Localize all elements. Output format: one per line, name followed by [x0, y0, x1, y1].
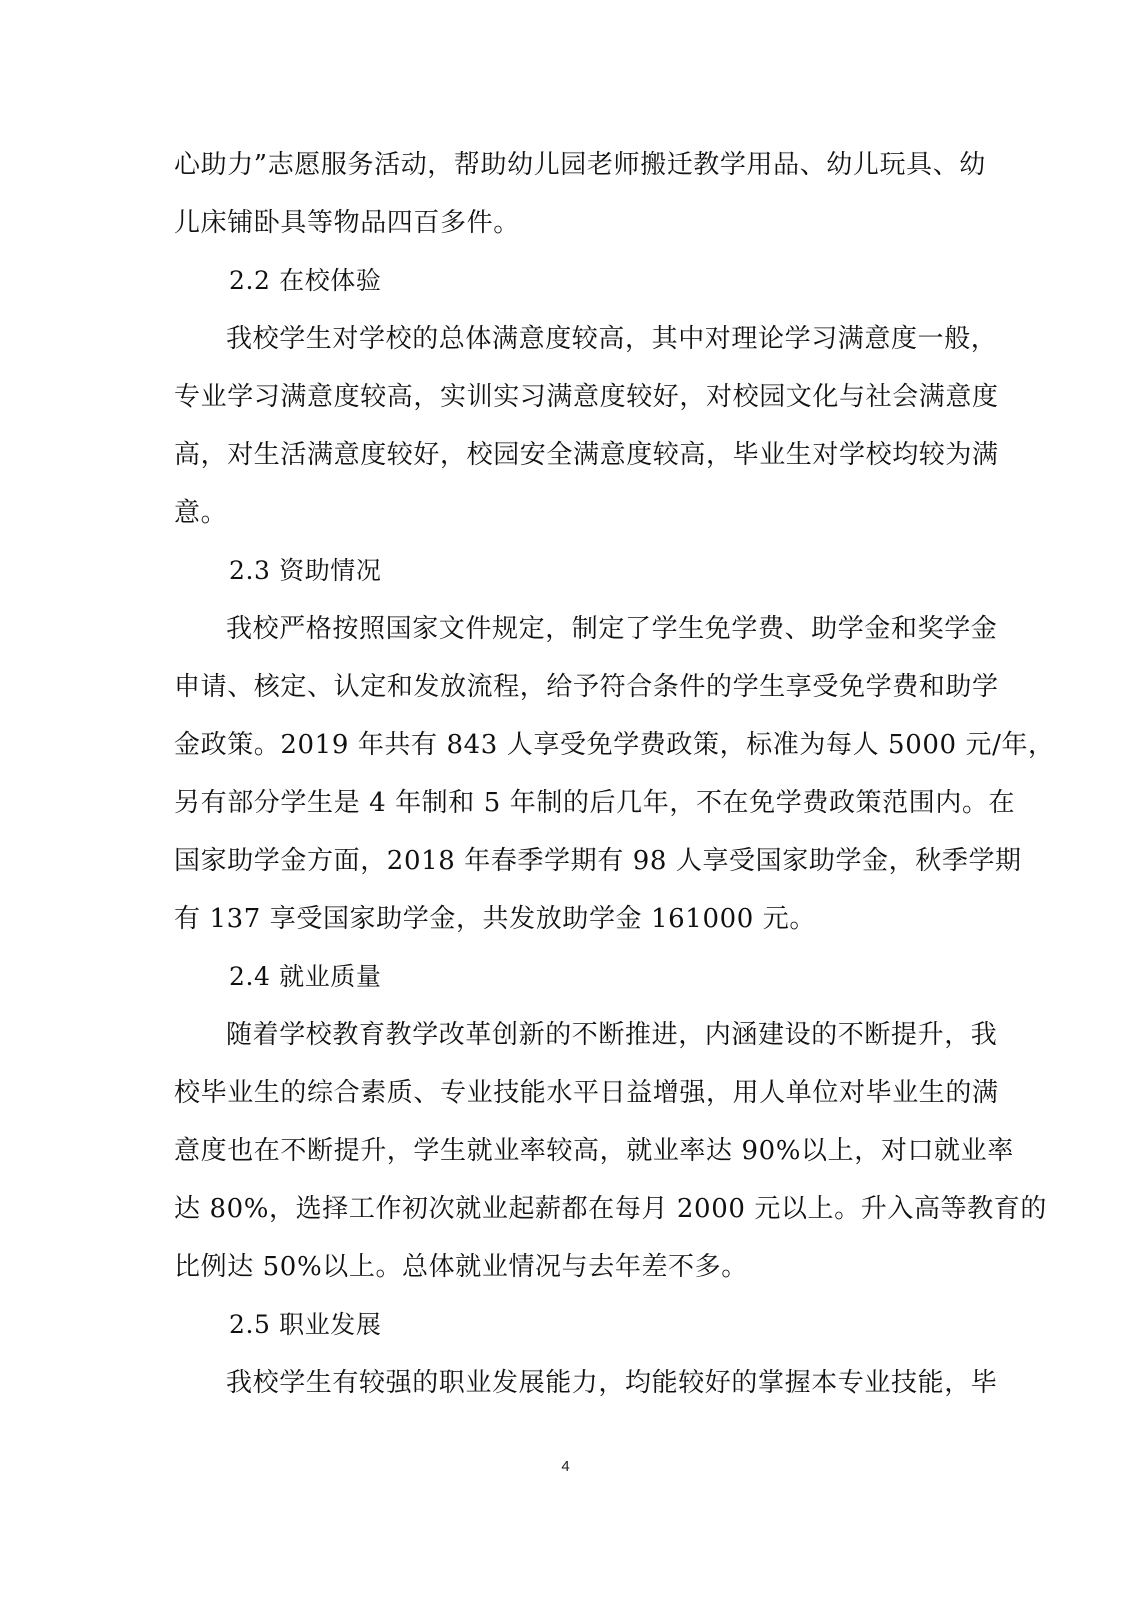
paragraph-line: 我校学生对学校的总体满意度较高，其中对理论学习满意度一般，	[226, 324, 998, 354]
paragraph-line: 心助力”志愿服务活动，帮助幼儿园老师搬迁教学用品、幼儿玩具、幼	[174, 150, 986, 180]
paragraph-line: 专业学习满意度较高，实训实习满意度较好，对校园文化与社会满意度	[174, 382, 999, 412]
section-heading-2-3: 2.3 资助情况	[229, 556, 382, 585]
paragraph-line: 意度也在不断提升，学生就业率较高，就业率达 90%以上，对口就业率	[174, 1136, 1014, 1166]
paragraph-line: 随着学校教育教学改革创新的不断推进，内涵建设的不断提升，我	[226, 1020, 998, 1050]
paragraph-line: 国家助学金方面，2018 年春季学期有 98 人享受国家助学金，秋季学期	[174, 846, 1022, 876]
paragraph-line: 高，对生活满意度较好，校园安全满意度较高，毕业生对学校均较为满	[174, 440, 999, 470]
paragraph-line: 达 80%，选择工作初次就业起薪都在每月 2000 元以上。升入高等教育的	[174, 1194, 1047, 1224]
paragraph-line: 校毕业生的综合素质、专业技能水平日益增强，用人单位对毕业生的满	[174, 1078, 999, 1108]
paragraph-line: 我校严格按照国家文件规定，制定了学生免学费、助学金和奖学金	[226, 614, 998, 644]
paragraph-line: 另有部分学生是 4 年制和 5 年制的后几年，不在免学费政策范围内。在	[174, 788, 1016, 818]
paragraph-line: 我校学生有较强的职业发展能力，均能较好的掌握本专业技能，毕	[226, 1368, 998, 1398]
section-heading-2-4: 2.4 就业质量	[229, 962, 382, 991]
paragraph-line: 有 137 享受国家助学金，共发放助学金 161000 元。	[174, 904, 816, 934]
page-number: 4	[561, 1458, 570, 1475]
paragraph-line: 意。	[174, 498, 228, 528]
page-body	[174, 136, 1055, 1412]
paragraph-line: 申请、核定、认定和发放流程，给予符合条件的学生享受免学费和助学	[174, 672, 999, 702]
section-heading-2-2: 2.2 在校体验	[229, 266, 382, 295]
paragraph-line: 儿床铺卧具等物品四百多件。	[174, 208, 520, 238]
section-heading-2-5: 2.5 职业发展	[229, 1310, 382, 1339]
paragraph-line: 金政策。2019 年共有 843 人享受免学费政策，标准为每人 5000 元/年，	[174, 730, 1055, 760]
paragraph-line: 比例达 50%以上。总体就业情况与去年差不多。	[174, 1252, 748, 1282]
